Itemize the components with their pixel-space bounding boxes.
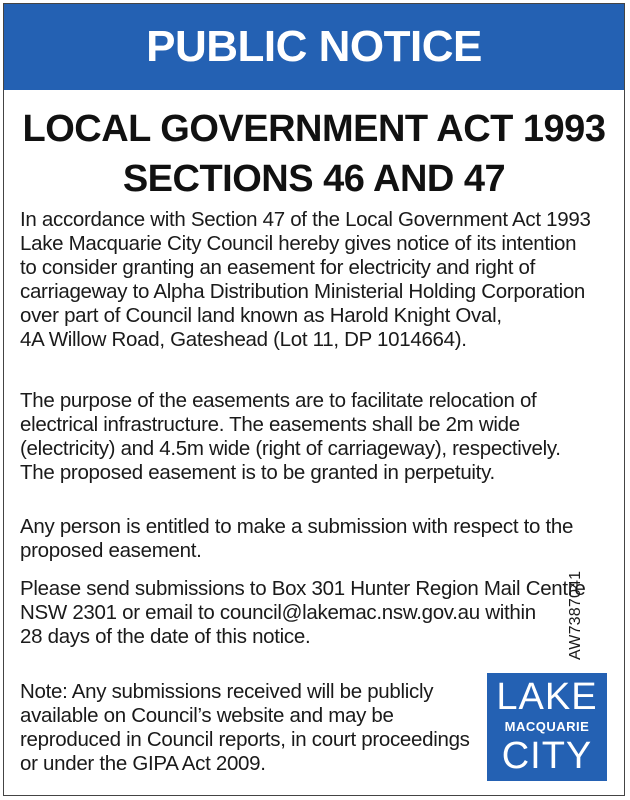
text-line: Please send submissions to Box 301 Hunter Region Mail Centre: [20, 577, 586, 600]
lake-macquarie-city-logo: [487, 673, 607, 781]
text-line: carriageway to Alpha Distribution Ministerial Holding Corporation: [20, 280, 586, 303]
text-line: (electricity) and 4.5m wide (right of carriageway), respectively.: [20, 437, 561, 460]
text-line: 28 days of the date of this notice.: [20, 625, 311, 648]
text-line: electrical infrastructure. The easements shall be 2m wide: [20, 413, 520, 436]
text-line: or under the GIPA Act 2009.: [20, 752, 266, 775]
text-line: The purpose of the easements are to facilitate relocation of: [20, 389, 537, 412]
reference-code: AW7387041: [567, 570, 584, 660]
sections-title: SECTIONS 46 AND 47: [122, 158, 506, 200]
paragraph-note: [20, 680, 480, 776]
text-line: In accordance with Section 47 of the Local Government Act 1993: [20, 208, 591, 231]
text-line: Any person is entitled to make a submission with respect to the: [20, 515, 574, 538]
text-line: NSW 2301 or email to council@lakemac.nsw.gov.au within: [20, 601, 536, 624]
text-line: available on Council’s website and may be: [20, 704, 394, 727]
public-notice-banner: PUBLIC NOTICE: [4, 4, 624, 90]
act-title: LOCAL GOVERNMENT ACT 1993: [22, 108, 606, 150]
text-line: over part of Council land known as Harold Knight Oval,: [20, 304, 502, 327]
text-line: 4A Willow Road, Gateshead (Lot 11, DP 1014664).: [20, 328, 467, 351]
text-line: The proposed easement is to be granted in perpetuity.: [20, 461, 495, 484]
paragraph-submissions: [20, 577, 606, 649]
logo-text-lake: LAKE: [496, 676, 598, 718]
paragraph-intention: [20, 208, 606, 352]
text-line: reproduced in Council reports, in court proceedings: [20, 728, 470, 751]
paragraph-purpose: [20, 389, 606, 485]
text-line: Lake Macquarie City Council hereby gives notice of its intention: [20, 232, 577, 255]
text-line: proposed easement.: [20, 539, 202, 562]
paragraph-entitlement: [20, 515, 606, 563]
logo-text-macquarie: MACQUARIE: [504, 719, 590, 734]
logo-text-city: CITY: [501, 735, 593, 777]
text-line: to consider granting an easement for electricity and right of: [20, 256, 535, 279]
text-line: Note: Any submissions received will be publicly: [20, 680, 434, 703]
